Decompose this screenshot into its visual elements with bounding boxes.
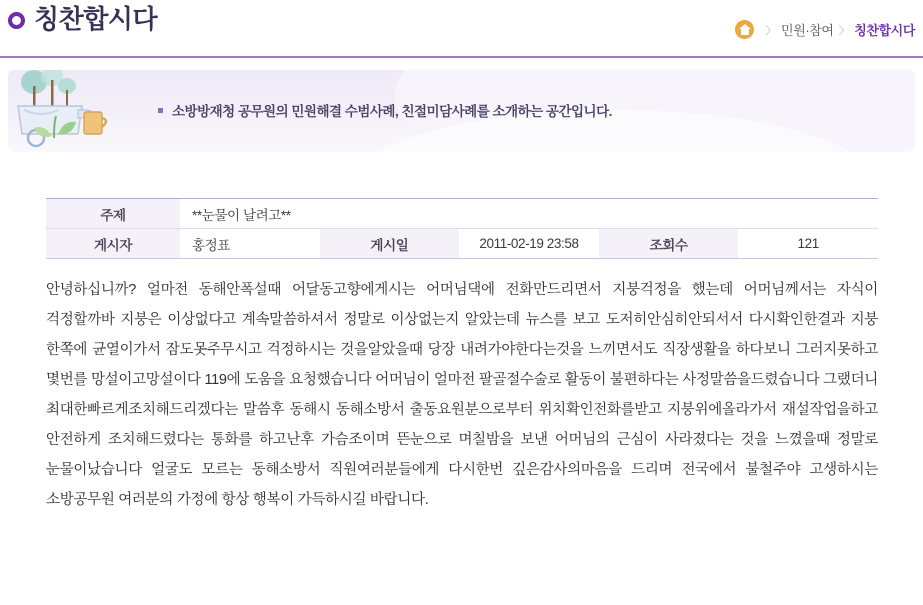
post-body: 안녕하십니까? 얼마전 동해안폭설때 어달동고향에게시는 어머님댁에 전화만드리면서 지붕걱정을 했는데 어머님께서는 자식이 걱정할까바 지붕은 이상없다고 계속말씀하셔서 정말로 이상없는지 알았는데 뉴스를 보고 도저히안심히안되서서 다시확인한결과 지붕 한쪽에 균열이가서 잠도못주무시고 걱정하시는 것을알았을때 당장 내려가야한다는것을 느끼면서도 직장생활을 하다보니 그러지못하고 몇번를 망설이고망설이다 119에 도움을 요청했습니다 어머님이 얼마전 팔골절수술로 활동이 불편하다는 사정말씀을드렸습니다 그랬더니 최대한빠르게조치해드리겠다는 말씀후 동해시 동해소방서 출동요원분으로부터 위치확인전화를받고 지붕위에올라가서 재설작업을하고 안전하게 조치해드렸다는 통화를 하고난후 가슴조이며 뜬눈으로 며칠밤을 보낸 어머님의 근심이 사라졌다는 것을 느꼈을때 정말로 눈물이났습니다 얼굴도 모르는 동해소방서 직원여러분들에게 다시한번 깊은감사의마음을 드리며 전국에서 불철주야 고생하시는 소방공무원 여러분의 가정에 항상 행복이 가득하시길 바랍니다. bbox=[46, 282, 878, 508]
table-row-subject bbox=[46, 199, 878, 229]
watering-can-plant-icon bbox=[12, 70, 132, 152]
subject-value: **눈물이 날려고** bbox=[180, 199, 878, 229]
date-value: 2011-02-19 23:58 bbox=[479, 236, 579, 251]
author-value: 홍정표 bbox=[192, 237, 230, 253]
banner-description-text: 소방방재청 공무원의 민원해결 수범사례, 친절미담사례를 소개하는 공간입니다. bbox=[172, 104, 612, 119]
breadcrumb bbox=[735, 20, 915, 39]
square-bullet-icon bbox=[158, 108, 163, 113]
intro-banner bbox=[8, 70, 915, 152]
date-label: 게시일 bbox=[320, 229, 460, 259]
home-icon[interactable] bbox=[735, 20, 754, 39]
views-label: 조회수 bbox=[599, 229, 739, 259]
post-meta-table bbox=[46, 198, 878, 259]
page-header bbox=[0, 0, 923, 58]
page-title: 칭찬합시다 bbox=[34, 4, 158, 34]
banner-description bbox=[158, 100, 612, 120]
breadcrumb-item-minwon[interactable]: 민원·참여 bbox=[781, 23, 834, 38]
author-label: 게시자 bbox=[46, 229, 180, 259]
page-title-group bbox=[8, 4, 157, 34]
breadcrumb-item-current: 칭찬합시다 bbox=[854, 23, 915, 38]
circle-bullet-icon bbox=[8, 12, 25, 29]
views-value: 121 bbox=[797, 236, 819, 251]
breadcrumb-separator-2: 〉 bbox=[838, 24, 850, 37]
subject-label: 주제 bbox=[46, 199, 180, 229]
table-row-details bbox=[46, 229, 878, 259]
breadcrumb-separator-1: 〉 bbox=[765, 24, 777, 37]
